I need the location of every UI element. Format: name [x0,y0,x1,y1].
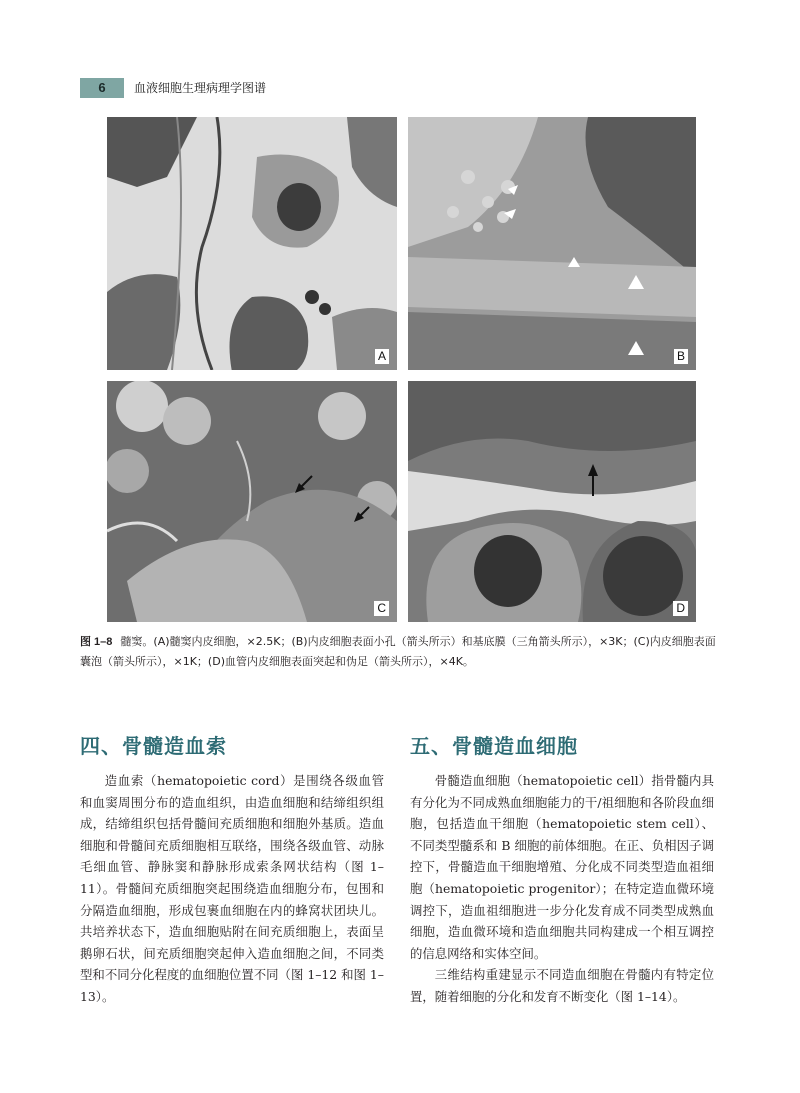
paragraph: 造血索（hematopoietic cord）是围绕各级血管和血窦周围分布的造血组织，由造血细胞和结缔组织组成，结缔组织包括骨髓间充质细胞和细胞外基质。造血细胞和骨髓间充质细胞相互联络，围绕各级血管、动脉毛细血管、静脉窦和静脉形成索条网状结构（图 1–11）。骨髓间充质细胞突起围绕造血细胞分布，包围和分隔造血细胞，形成包裹血细胞在内的蜂窝状团块儿。共培养状态下，造血细胞贴附在间充质细胞上，表面呈鹅卵石状，间充质细胞突起伸入造血细胞之间，不同类型和不同分化程度的血细胞位置不同（图 1–12 和图 1–13）。 [80,773,384,1004]
micrograph-a-image [107,117,397,370]
book-title: 血液细胞生理病理学图谱 [134,81,267,95]
panel-label-d: D [673,601,688,616]
paragraph: 三维结构重建显示不同造血细胞在骨髓内有特定位置，随着细胞的分化和发育不断变化（图 1–14）。 [410,967,714,1004]
section-title-left: 四、骨髓造血索 [80,734,227,758]
panel-label-b: B [674,349,688,364]
column-left [80,770,384,1008]
running-header [80,78,720,98]
caption-text: 髓窦。(A)髓窦内皮细胞，×2.5K；(B)内皮细胞表面小孔（箭头所示）和基底膜（三角箭头所示），×3K；(C)内皮细胞表面囊泡（箭头所示），×1K；(D)血管内皮细胞表面突起和伪足（箭头所示），×4K。 [80,635,716,668]
micrograph-b-image [408,117,696,370]
panel-label-c: C [374,601,389,616]
panel-label-a: A [375,349,389,364]
figure-panel-b [408,117,696,370]
micrograph-d-image [408,381,696,622]
figure-caption [80,632,722,672]
page-number: 6 [80,78,124,98]
column-right [410,770,714,1008]
paragraph: 骨髓造血细胞（hematopoietic cell）指骨髓内具有分化为不同成熟血细胞能力的干/祖细胞和各阶段血细胞，包括造血干细胞（hematopoietic stem cell）、不同类型髓系和 B 细胞的前体细胞。在正、负相因子调控下，骨髓造血干细胞增殖、分化成不同类型造血祖细胞（hematopoietic progenitor）；在特定造血微环境调控下，造血祖细胞进一步分化发育成不同类型成熟血细胞，造血微环境和造血细胞共同构建成一个相互调控的信息网络和实体空间。 [410,773,714,961]
figure-panel-a [107,117,397,370]
figure-panel-c [107,381,397,622]
figure-panel-d [408,381,696,622]
section-title-right: 五、骨髓造血细胞 [410,734,578,758]
micrograph-c-image [107,381,397,622]
caption-figure-number: 图 1–8 [80,636,113,648]
